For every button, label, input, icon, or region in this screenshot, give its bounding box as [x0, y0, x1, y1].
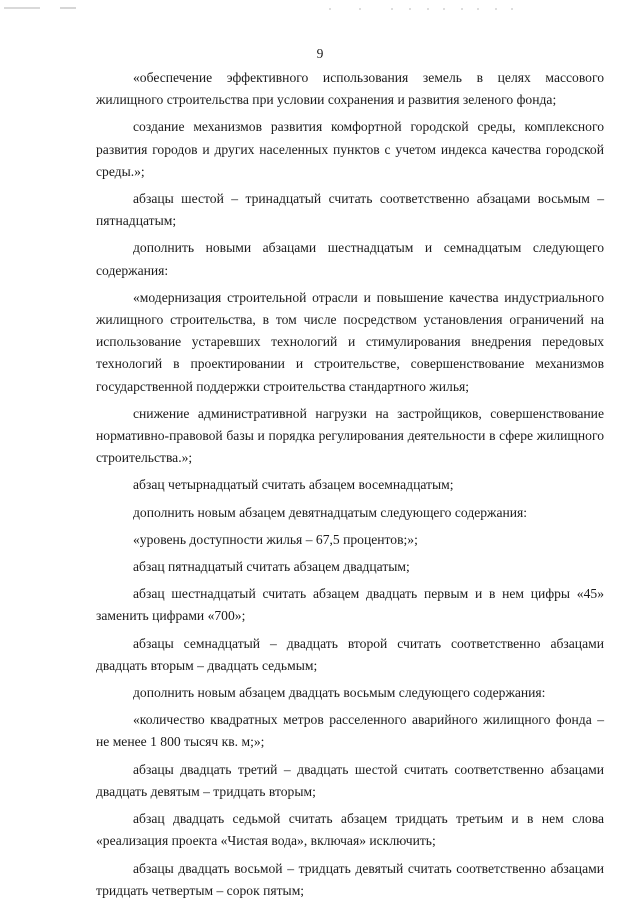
paragraph: абзацы семнадцатый – двадцать второй считать соответственно абзацами двадцать вторым – двадцать седьмым;: [96, 635, 604, 673]
paragraph: дополнить новыми абзацами шестнадцатым и семнадцатым следующего содержания:: [96, 240, 604, 278]
paragraph: абзац четырнадцатый считать абзацем восемнадцатым;: [133, 477, 454, 493]
paragraph: дополнить новым абзацем девятнадцатым следующего содержания:: [133, 504, 528, 520]
paragraph: снижение административной нагрузки на застройщиков, совершенствование нормативно-правовой базы и порядка регулирования деятельности в сфере жилищного строительства.»;: [96, 405, 604, 466]
paragraph: абзац шестнадцатый считать абзацем двадцать первым и в нем цифры «45» заменить цифрами «700»;: [96, 586, 604, 624]
page-number: 9: [316, 46, 324, 61]
paragraph: абзацы двадцать третий – двадцать шестой считать соответственно абзацами двадцать девятым – тридцать вторым;: [96, 761, 604, 799]
paragraph: абзац пятнадцатый считать абзацем двадцатым;: [133, 559, 410, 575]
paragraph: «обеспечение эффективного использования земель в целях массового жилищного строительства при условии сохранения и развития зеленого фонда;: [96, 70, 604, 108]
paragraph: «количество квадратных метров расселенного аварийного жилищного фонда – не менее 1 800 тысяч кв. м;»;: [96, 712, 604, 750]
paragraph: «модернизация строительной отрасли и повышение качества индустриального жилищного строительства, в том числе посредством установления ограничений на использование устаревших технологий и стимулирования внедрения передовых технологий в проектировании и строительстве, совершенствование механизмов государственной поддержки строительства стандартного жилья;: [96, 289, 604, 394]
paragraph: дополнить новым абзацем двадцать восьмым следующего содержания:: [133, 685, 546, 701]
paragraph: «уровень доступности жилья – 67,5 процентов;»;: [133, 531, 418, 547]
document-body: [96, 67, 604, 907]
paragraph: абзацы двадцать восьмой – тридцать девятый считать соответственно абзацами тридцать четвертым – сорок пятым;: [96, 860, 604, 898]
paragraph: абзац двадцать седьмой считать абзацем тридцать третьим и в нем слова «реализация проекта «Чистая вода», включая» исключить;: [96, 811, 604, 849]
paragraph: создание механизмов развития комфортной городской среды, комплексного развития городов и других населенных пунктов с учетом индекса качества городской среды.»;: [96, 119, 604, 179]
scan-artifact-marks: [0, 6, 640, 12]
paragraph: абзацы шестой – тринадцатый считать соответственно абзацами восьмым – пятнадцатым;: [96, 191, 604, 229]
